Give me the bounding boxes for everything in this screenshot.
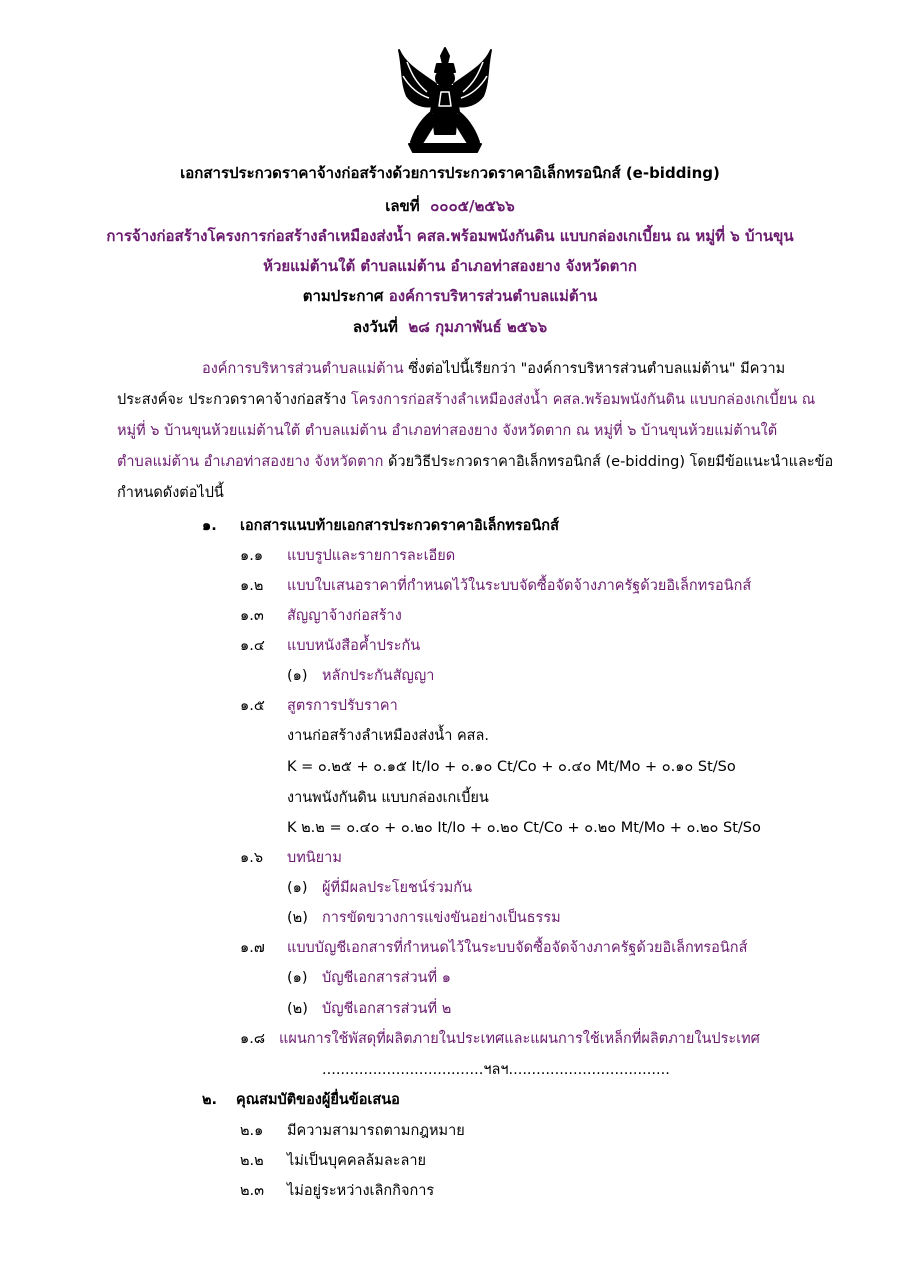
sub-item-number: (๒) [287,1001,308,1017]
sub-item-text: หลักประกันสัญญา [322,668,435,684]
intro-line-5-text: กำหนดดังต่อไปนี้ [117,485,224,501]
sub-item-number: (๑) [287,970,308,986]
project-title-line-1 [0,224,900,248]
item-text: บทนิยาม [287,850,342,866]
sub-item-text: บัญชีเอกสารส่วนที่ ๒ [322,1001,452,1017]
item-number: ๑.๑ [240,548,264,564]
sub-item-text: ผู้ที่มีผลประโยชน์ร่วมกัน [322,880,472,896]
item-number: ๒.๒ [240,1153,264,1169]
sub-item-number: (๑) [287,880,308,896]
sub-item-number: (๑) [287,668,308,684]
item-number: ๒.๓ [240,1183,265,1199]
formula-label-text: งานพนังกันดิน แบบกล่องเกเบี้ยน [287,790,489,806]
intro-line-2-prefix: ประสงค์จะ ประกวดราคาจ้างก่อสร้าง [117,392,351,408]
item-text: ไม่เป็นบุคคลล้มละลาย [287,1153,427,1169]
item-number: ๑.๔ [240,638,265,654]
project-title-line-2 [0,254,900,278]
date-value: ๒๘ กุมภาพันธ์ ๒๕๖๖ [408,318,548,336]
section-2-title: คุณสมบัติของผู้ยื่นข้อเสนอ [236,1092,400,1108]
intro-line-4-text: ด้วยวิธีประกวดราคาอิเล็กทรอนิกส์ (e-bidding) โดยมีข้อแนะนำและข้อ [383,454,834,470]
item-text: ไม่อยู่ระหว่างเลิกกิจการ [287,1183,435,1199]
intro-line-4 [117,450,834,473]
formula-label-text: งานก่อสร้างลำเหมืองส่งน้ำ คสล. [287,728,490,744]
item-number: ๑.๓ [240,608,264,624]
document-number-value: ๐๐๐๕/๒๕๖๖ [430,197,515,215]
sub-item-text: การขัดขวางการแข่งขันอย่างเป็นธรรม [322,910,561,926]
announcement-label: ตามประกาศ [302,287,384,305]
section-2-number: ๒. [202,1092,218,1108]
sub-item-number: (๒) [287,910,308,926]
section-1-number: ๑. [202,518,217,534]
project-title-text-2: ห้วยแม่ต้านใต้ ตำบลแม่ต้าน อำเภอท่าสองยาง จังหวัดตาก [263,257,637,275]
intro-project-name: โครงการก่อสร้างลำเหมืองส่งน้ำ คสล.พร้อมพนังกันดิน แบบกล่องเกเบี้ยน ณ [350,392,816,408]
item-text: แบบหนังสือค้ำประกัน [287,638,421,654]
item-text: แบบบัญชีเอกสารที่กำหนดไว้ในระบบจัดซื้อจัดจ้างภาครัฐด้วยอิเล็กทรอนิกส์ [287,940,748,956]
intro-line-2 [117,388,817,411]
item-number: ๑.๕ [240,698,265,714]
document-number-label: เลขที่ [385,197,420,215]
formula-text: K ๒.๒ = ๐.๔๐ + ๐.๒๐ It/Io + ๐.๒๐ Ct/Co + ๐.๒๐ Mt/Mo + ๐.๒๐ St/So [287,820,761,836]
document-number [0,194,900,218]
item-text: แบบใบเสนอราคาที่กำหนดไว้ในระบบจัดซื้อจัดจ้างภาครัฐด้วยอิเล็กทรอนิกส์ [287,578,752,594]
date-label: ลงวันที่ [352,318,398,336]
intro-line-3-text: หมู่ที่ ๖ บ้านขุนห้วยแม่ต้านใต้ ตำบลแม่ต้าน อำเภอท่าสองยาง จังหวัดตาก ณ หมู่ที่ ๖ บ้านขุนห้วยแม่ต้านใต้ [117,423,778,439]
garuda-emblem-icon [397,42,493,154]
announcement-organization: องค์การบริหารส่วนตำบลแม่ต้าน [388,287,598,305]
intro-line-1 [202,357,900,380]
document-title [0,161,900,185]
item-text: มีความสามารถตามกฎหมาย [287,1123,465,1139]
item-number: ๒.๑ [240,1123,264,1139]
item-number: ๑.๗ [240,940,265,956]
item-number: ๑.๖ [240,850,264,866]
intro-line-3 [117,419,817,442]
omission-text: ...................................ฯลฯ................................... [322,1062,670,1078]
formula-text: K = ๐.๒๕ + ๐.๑๕ It/Io + ๐.๑๐ Ct/Co + ๐.๔๐ Mt/Mo + ๐.๑๐ St/So [287,759,736,775]
intro-organization: องค์การบริหารส่วนตำบลแม่ต้าน [202,361,404,377]
item-number: ๑.๒ [240,578,264,594]
section-1-title: เอกสารแนบท้ายเอกสารประกวดราคาอิเล็กทรอนิกส์ [240,518,559,534]
announcement-date [0,315,900,339]
intro-line-5 [117,481,817,504]
intro-line-1-text: ซึ่งต่อไปนี้เรียกว่า "องค์การบริหารส่วนตำบลแม่ต้าน" มีความ [403,361,786,377]
item-text: สูตรการปรับราคา [287,698,398,714]
item-text: แผนการใช้พัสดุที่ผลิตภายในประเทศและแผนการใช้เหล็กที่ผลิตภายในประเทศ [279,1031,760,1047]
document-title-text: เอกสารประกวดราคาจ้างก่อสร้างด้วยการประกวดราคาอิเล็กทรอนิกส์ (e-bidding) [180,164,720,182]
announcement-line [0,284,900,308]
project-title-text-1: การจ้างก่อสร้างโครงการก่อสร้างลำเหมืองส่งน้ำ คสล.พร้อมพนังกันดิน แบบกล่องเกเบี้ยน ณ หมู่ที่ ๖ บ้านขุน [106,227,794,245]
item-text: สัญญาจ้างก่อสร้าง [287,608,402,624]
sub-item-text: บัญชีเอกสารส่วนที่ ๑ [322,970,451,986]
intro-place: ตำบลแม่ต้าน อำเภอท่าสองยาง จังหวัดตาก [117,454,384,470]
item-text: แบบรูปและรายการละเอียด [287,548,456,564]
item-number: ๑.๘ [240,1031,265,1047]
